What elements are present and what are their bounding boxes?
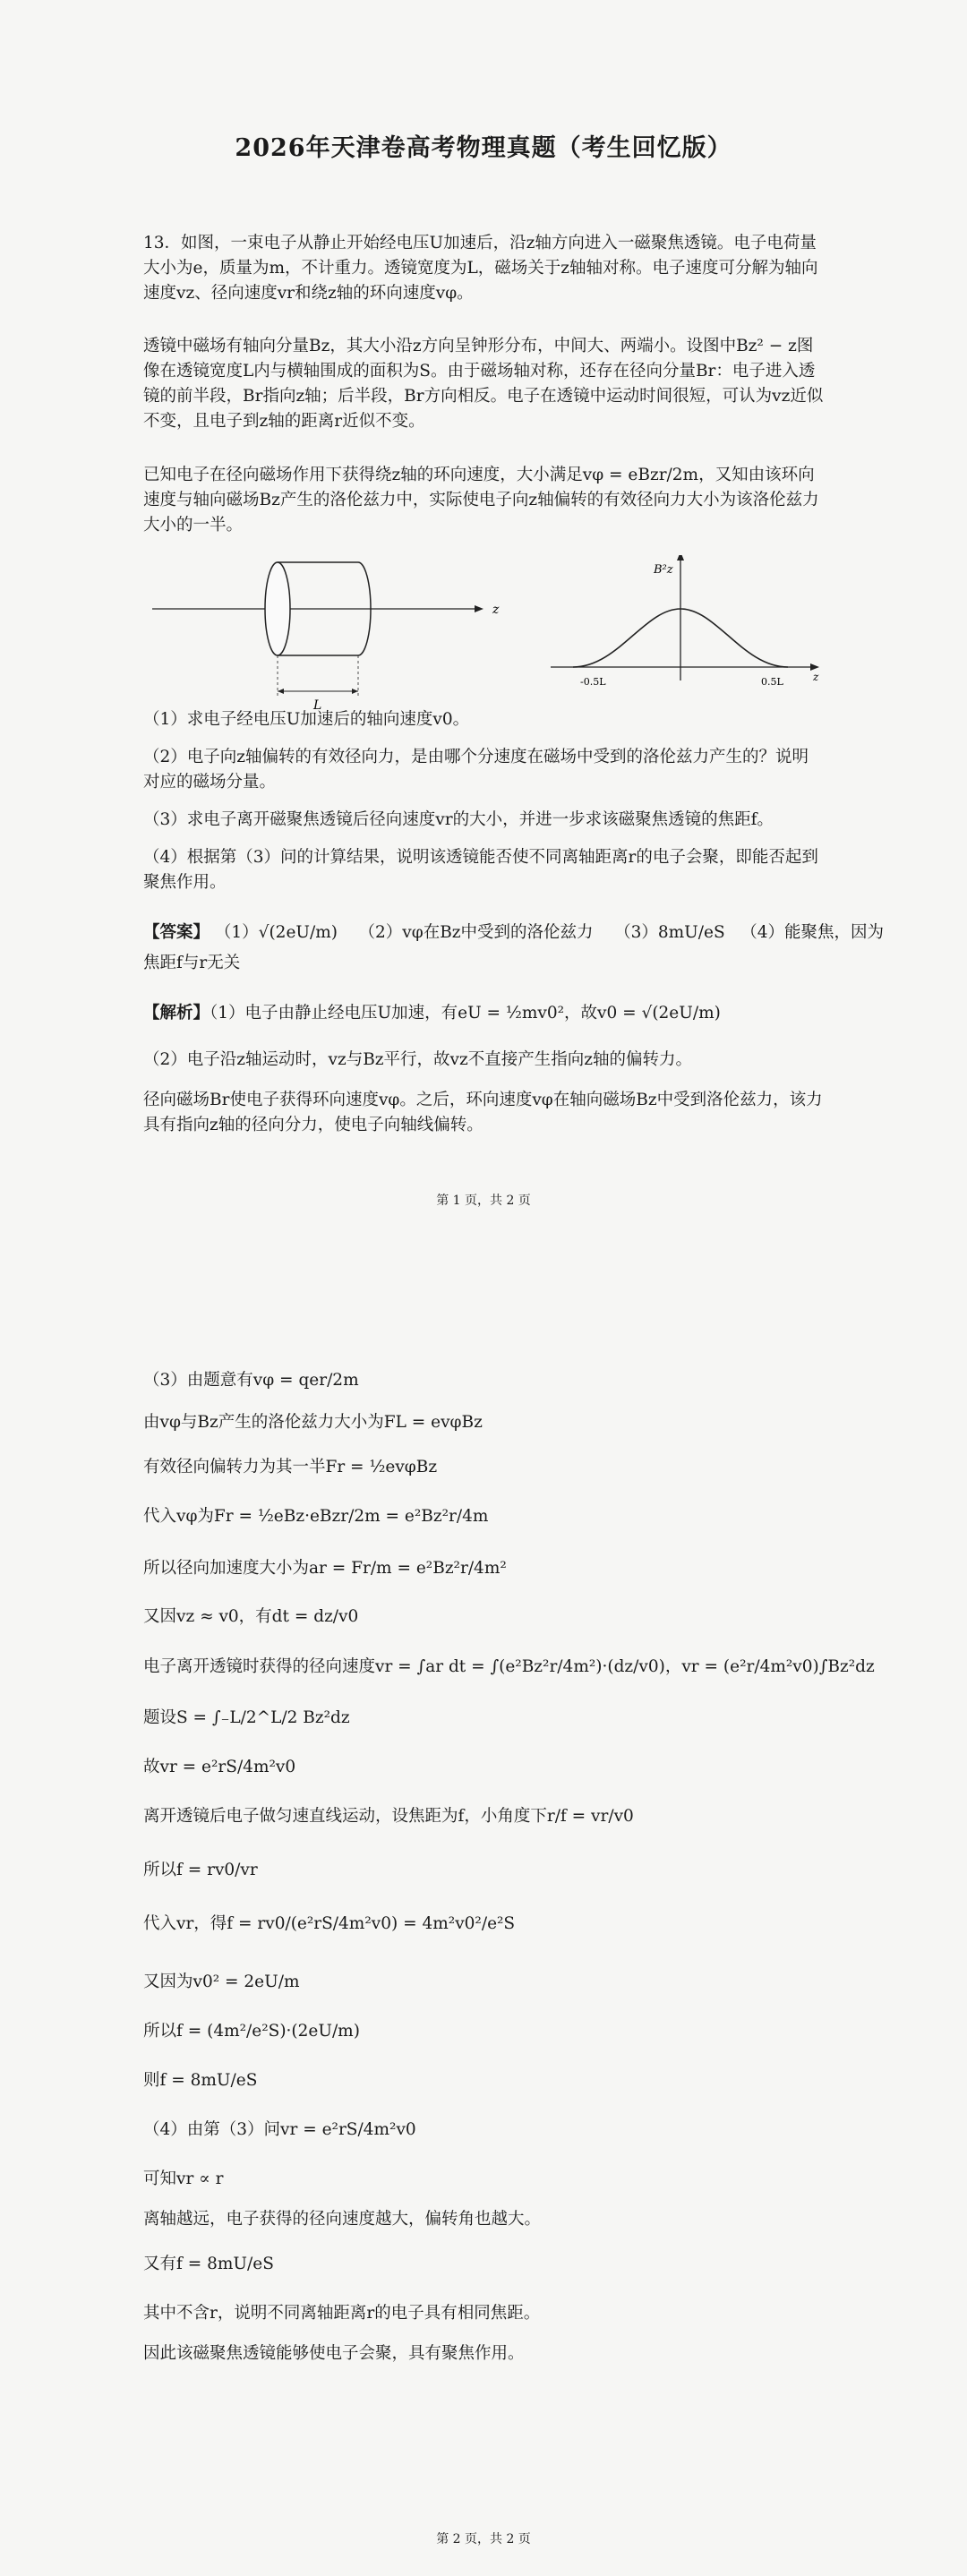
solution-line: （4）由第（3）问vr = e²rS/4m²v0	[143, 2120, 416, 2139]
solution-line: 则f = 8mU/eS	[143, 2071, 258, 2090]
analysis-1: （1）电子由静止经电压U加速，有eU = ½mv0²，故v0 = √(2eU/m)	[210, 1004, 721, 1023]
document-title: 2026年天津卷高考物理真题（考生回忆版）	[235, 134, 732, 162]
problem-field-description: 透镜中磁场有轴向分量Bz，其大小沿z方向呈钟形分布，中间大、两端小。设图中Bz² − z图像在透镜宽度L内与横轴围成的面积为S。由于磁场轴对称，还存在径向分量Br：电子进入透镜的前半段，Br指向z轴；后半段，Br方向相反。电子在透镜中运动时间很短，可认为vz近似不变，且电子到z轴的距离r近似不变。	[143, 337, 824, 431]
page-2	[0, 1289, 967, 2576]
question-1: （1）求电子经电压U加速后的轴向速度v0。	[143, 710, 470, 729]
answer-line	[143, 920, 884, 946]
solution-line: 其中不含r，说明不同离轴距离r的电子具有相同焦距。	[143, 2304, 541, 2323]
lens-axis-label: z	[492, 603, 500, 617]
solution-line: 又因为v0² = 2eU/m	[143, 1973, 300, 1991]
analysis-tag: 【解析】	[143, 1004, 210, 1023]
answer-4-continuation: 焦距f与r无关	[143, 954, 241, 972]
solution-line: 可知vr ∝ r	[143, 2169, 224, 2188]
answer-3: （3）8mU/eS	[614, 923, 725, 942]
solution-line: 题设S = ∫₋L/2^L/2 Bz²dz	[143, 1708, 350, 1727]
answer-2: （2）vφ在Bz中受到的洛伦兹力	[358, 923, 594, 942]
solution-line: （3）由题意有vφ = qer/2m	[143, 1371, 359, 1390]
solution-line: 离开透镜后电子做匀速直线运动，设焦距为f，小角度下r/f = vr/v0	[143, 1807, 634, 1826]
problem-intro: 13．如图，一束电子从静止开始经电压U加速后，沿z轴方向进入一磁聚焦透镜。电子电荷量大小为e，质量为m，不计重力。透镜宽度为L，磁场关于z轴轴对称。电子速度可分解为轴向速度vz、径向速度vr和绕z轴的环向速度vφ。	[143, 234, 818, 303]
question-4: （4）根据第（3）问的计算结果，说明该透镜能否使不同离轴距离r的电子会聚，即能否起到聚焦作用。	[143, 848, 818, 892]
solution-line: 又因vz ≈ v0，有dt = dz/v0	[143, 1607, 359, 1626]
page-2-footer: 第 2 页，共 2 页	[436, 2532, 531, 2546]
analysis-line-1	[143, 1001, 721, 1026]
solution-line: 代入vφ为Fr = ½eBz·eBzr/2m = e²Bz²r/4m	[143, 1507, 489, 1526]
solution-line: 因此该磁聚焦透镜能够使电子会聚，具有聚焦作用。	[143, 2344, 525, 2363]
solution-line: 有效径向偏转力为其一半Fr = ½evφBz	[143, 1458, 438, 1476]
lens-diagram	[152, 562, 500, 712]
solution-line: 代入vr，得f = rv0/(e²rS/4m²v0) = 4m²v0²/e²S	[143, 1914, 516, 1933]
curve-right-tick: 0.5L	[761, 676, 783, 688]
bz-squared-curve-plot	[551, 555, 819, 688]
lens-width-label: L	[313, 698, 322, 712]
answer-1: （1）√(2eU/m)	[214, 923, 338, 942]
question-2: （2）电子向z轴偏转的有效径向力，是由哪个分速度在磁场中受到的洛伦兹力产生的？说明对应的磁场分量。	[143, 748, 809, 792]
solution-line: 所以径向加速度大小为ar = Fr/m = e²Bz²r/4m²	[143, 1559, 507, 1578]
answer-tag: 【答案】	[143, 923, 210, 942]
solution-line: 由vφ与Bz产生的洛伦兹力大小为FL = evφBz	[143, 1413, 483, 1432]
problem-force-description: 已知电子在径向磁场作用下获得绕z轴的环向速度，大小满足vφ = eBzr/2m，又知由该环向速度与轴向磁场Bz产生的洛伦兹力中，实际使电子向z轴偏转的有效径向力大小为该洛伦兹力大小的一半。	[143, 466, 819, 535]
problem-figure	[143, 555, 824, 712]
solution-line: 离轴越远，电子获得的径向速度越大，偏转角也越大。	[143, 2210, 542, 2229]
question-3: （3）求电子离开磁聚焦透镜后径向速度vr的大小，并进一步求该磁聚焦透镜的焦距f。	[143, 810, 774, 829]
curve-y-label: B²z	[654, 563, 673, 577]
solution-line: 故vr = e²rS/4m²v0	[143, 1758, 296, 1776]
page-1-footer: 第 1 页，共 2 页	[436, 1194, 531, 1208]
curve-x-label: z	[813, 671, 819, 683]
solution-line: 所以f = rv0/vr	[143, 1861, 258, 1879]
solution-line: 所以f = (4m²/e²S)·(2eU/m)	[143, 2022, 360, 2041]
analysis-3: 径向磁场Br使电子获得环向速度vφ。之后，环向速度vφ在轴向磁场Bz中受到洛伦兹力，该力具有指向z轴的径向分力，使电子向轴线偏转。	[143, 1091, 823, 1134]
analysis-2: （2）电子沿z轴运动时，vz与Bz平行，故vz不直接产生指向z轴的偏转力。	[143, 1050, 693, 1069]
solution-line: 又有f = 8mU/eS	[143, 2255, 274, 2273]
solution-line: 电子离开透镜时获得的径向速度vr = ∫ar dt = ∫(e²Bz²r/4m²)·(dz/v0)，vr = (e²r/4m²v0)∫Bz²dz	[143, 1657, 875, 1676]
curve-left-tick: -0.5L	[580, 676, 606, 688]
answer-4: （4）能聚焦，因为	[740, 923, 885, 942]
